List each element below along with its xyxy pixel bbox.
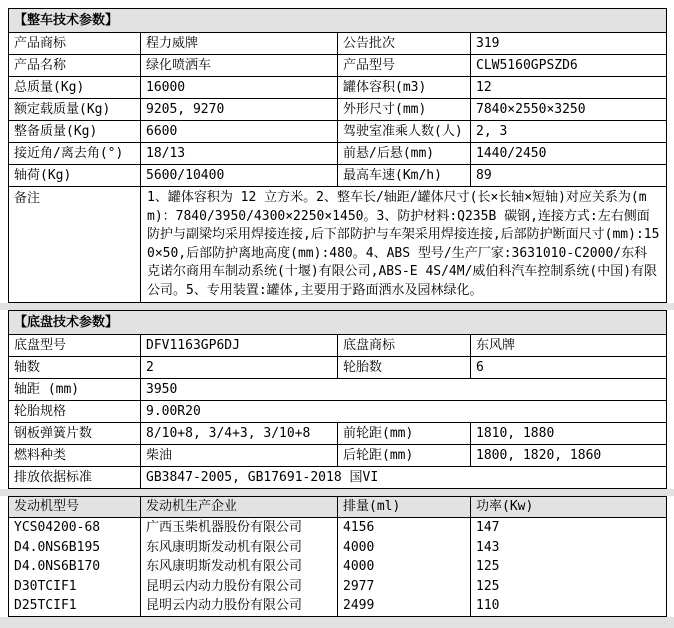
- param-value: 绿化喷洒车: [141, 55, 338, 77]
- param-label: 钢板弹簧片数: [9, 423, 141, 445]
- table-row: [9, 33, 667, 55]
- engine-row: [9, 577, 667, 597]
- param-value: GB3847-2005, GB17691-2018 国VI: [141, 467, 667, 489]
- engine-model: YCS04200-68: [9, 518, 141, 538]
- param-value: 9205, 9270: [141, 99, 338, 121]
- param-label: 外形尺寸(mm): [338, 99, 471, 121]
- remark-row: [9, 187, 667, 303]
- engine-power: 110: [471, 596, 667, 616]
- param-label: 整备质量(Kg): [9, 121, 141, 143]
- column-header-engine-model: 发动机型号: [9, 497, 141, 518]
- param-value: 柴油: [141, 445, 338, 467]
- engine-row: [9, 596, 667, 616]
- engine-model: D4.0NS6B170: [9, 557, 141, 577]
- table-row: [9, 77, 667, 99]
- param-value: 89: [471, 165, 667, 187]
- param-label: 燃料种类: [9, 445, 141, 467]
- table-row: [9, 99, 667, 121]
- table-row: [9, 121, 667, 143]
- bottom-divider: [0, 617, 674, 628]
- param-value: 319: [471, 33, 667, 55]
- param-label: 底盘型号: [9, 335, 141, 357]
- table-row: [9, 143, 667, 165]
- column-header-power: 功率(Kw): [471, 497, 667, 518]
- table-row: [9, 401, 667, 423]
- param-label: 产品型号: [338, 55, 471, 77]
- table-row: [9, 467, 667, 489]
- param-value: 3950: [141, 379, 667, 401]
- section-divider: [0, 303, 674, 310]
- table-row: [9, 379, 667, 401]
- param-value: 9.00R20: [141, 401, 667, 423]
- vehicle-section-header-row: [9, 9, 667, 33]
- engine-table: [8, 496, 667, 617]
- table-row: [9, 165, 667, 187]
- param-value: DFV1163GP6DJ: [141, 335, 338, 357]
- param-value: 东风牌: [471, 335, 667, 357]
- param-value: CLW5160GPSZD6: [471, 55, 667, 77]
- engine-manufacturer: 东风康明斯发动机有限公司: [141, 538, 338, 558]
- engine-row: [9, 538, 667, 558]
- param-label: 额定载质量(Kg): [9, 99, 141, 121]
- param-label: 后轮距(mm): [338, 445, 471, 467]
- engine-header-row: [9, 497, 667, 518]
- remark-label: 备注: [9, 187, 141, 303]
- param-value: 1810, 1880: [471, 423, 667, 445]
- engine-row: [9, 557, 667, 577]
- engine-model: D4.0NS6B195: [9, 538, 141, 558]
- vehicle-params-table: [8, 8, 667, 303]
- engine-power: 125: [471, 577, 667, 597]
- chassis-params-table: [8, 310, 667, 489]
- param-value: 7840×2550×3250: [471, 99, 667, 121]
- engine-displacement: 4000: [338, 538, 471, 558]
- param-label: 轮胎规格: [9, 401, 141, 423]
- param-label: 总质量(Kg): [9, 77, 141, 99]
- param-label: 轴距 (mm): [9, 379, 141, 401]
- param-value: 8/10+8, 3/4+3, 3/10+8: [141, 423, 338, 445]
- param-label: 排放依据标准: [9, 467, 141, 489]
- param-label: 前轮距(mm): [338, 423, 471, 445]
- column-header-displacement: 排量(ml): [338, 497, 471, 518]
- table-row: [9, 357, 667, 379]
- engine-power: 147: [471, 518, 667, 538]
- param-value: 程力威牌: [141, 33, 338, 55]
- engine-displacement: 4156: [338, 518, 471, 538]
- engine-manufacturer: 东风康明斯发动机有限公司: [141, 557, 338, 577]
- vehicle-section-title: 【整车技术参数】: [9, 9, 667, 33]
- param-label: 轮胎数: [338, 357, 471, 379]
- param-label: 最高车速(Km/h): [338, 165, 471, 187]
- param-label: 产品名称: [9, 55, 141, 77]
- param-label: 前悬/后悬(mm): [338, 143, 471, 165]
- engine-displacement: 2977: [338, 577, 471, 597]
- param-value: 16000: [141, 77, 338, 99]
- column-header-engine-manufacturer: 发动机生产企业: [141, 497, 338, 518]
- section-divider: [0, 489, 674, 496]
- table-row: [9, 423, 667, 445]
- param-label: 驾驶室准乘人数(人): [338, 121, 471, 143]
- engine-power: 125: [471, 557, 667, 577]
- param-value: 2: [141, 357, 338, 379]
- engine-displacement: 4000: [338, 557, 471, 577]
- remark-text: 1、罐体容积为 12 立方米。2、整车长/轴距/罐体尺寸(长×长轴×短轴)对应关系为(mm)：7840/3950/4300×2250×1450。3、防护材料:Q235B 碳钢,连接方式:左右侧面防护与副梁均采用焊接连接,后下部防护与车架采用焊接连接,后部防护断面尺寸(mm):150×50,后部防护离地高度(mm):480。4、ABS 型号/生产厂家:3631010-C2000/东科克诺尔商用车制动系统(十堰)有限公司,ABS-E 4S/4M/威伯科汽车控制系统(中国)有限公司。5、专用装置:罐体,主要用于路面洒水及园林绿化。: [141, 187, 667, 303]
- param-label: 公告批次: [338, 33, 471, 55]
- engine-model: D25TCIF1: [9, 596, 141, 616]
- engine-displacement: 2499: [338, 596, 471, 616]
- param-label: 接近角/离去角(°): [9, 143, 141, 165]
- param-label: 轴荷(Kg): [9, 165, 141, 187]
- engine-model: D30TCIF1: [9, 577, 141, 597]
- param-label: 底盘商标: [338, 335, 471, 357]
- param-value: 5600/10400: [141, 165, 338, 187]
- param-value: 1800, 1820, 1860: [471, 445, 667, 467]
- engine-manufacturer: 广西玉柴机器股份有限公司: [141, 518, 338, 538]
- table-row: [9, 55, 667, 77]
- param-value: 12: [471, 77, 667, 99]
- chassis-section-title: 【底盘技术参数】: [9, 311, 667, 335]
- engine-manufacturer: 昆明云内动力股份有限公司: [141, 577, 338, 597]
- table-row: [9, 445, 667, 467]
- chassis-section-header-row: [9, 311, 667, 335]
- param-label: 产品商标: [9, 33, 141, 55]
- param-value: 2, 3: [471, 121, 667, 143]
- engine-row: [9, 518, 667, 538]
- table-row: [9, 335, 667, 357]
- param-value: 1440/2450: [471, 143, 667, 165]
- engine-manufacturer: 昆明云内动力股份有限公司: [141, 596, 338, 616]
- param-value: 6: [471, 357, 667, 379]
- param-value: 18/13: [141, 143, 338, 165]
- engine-power: 143: [471, 538, 667, 558]
- param-label: 罐体容积(m3): [338, 77, 471, 99]
- param-label: 轴数: [9, 357, 141, 379]
- param-value: 6600: [141, 121, 338, 143]
